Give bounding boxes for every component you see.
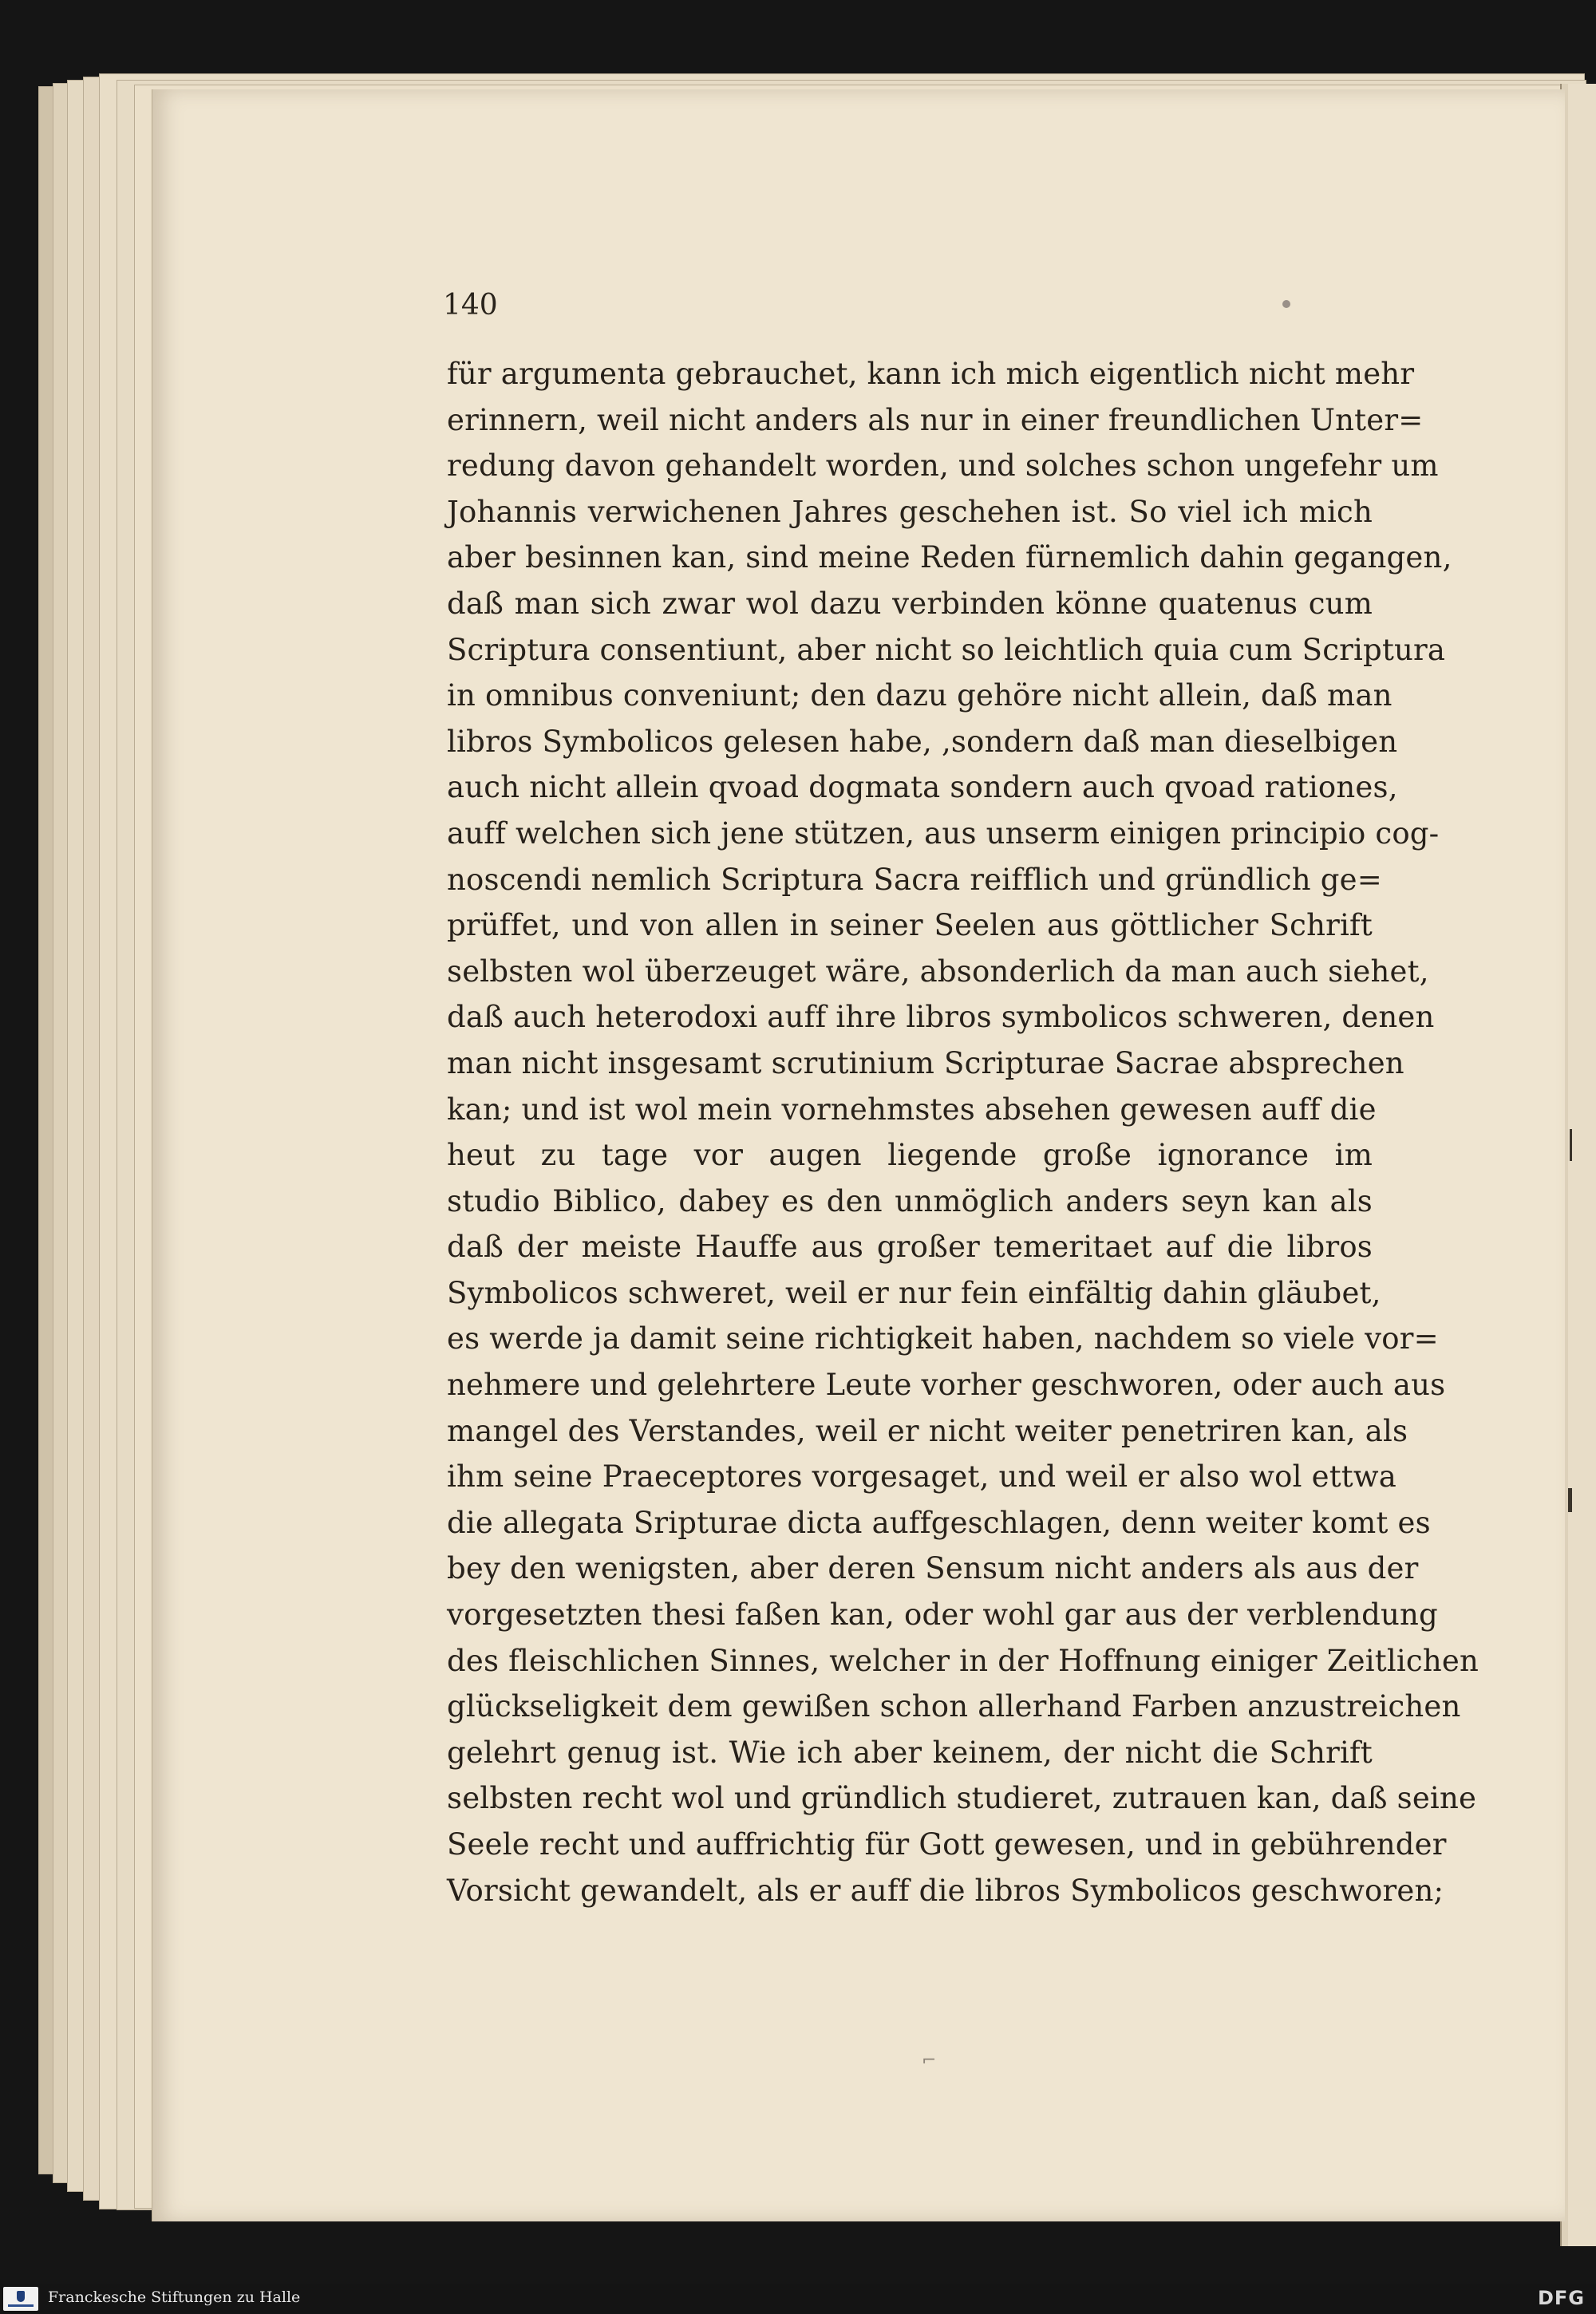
page-number: 140 (443, 289, 498, 322)
printer-mark (1282, 300, 1290, 308)
margin-mark (1570, 1129, 1572, 1161)
text-line: prüffet, und von allen in seiner Seelen aus göttlicher Schrift (447, 908, 1373, 943)
page-blemish: ⌐ (922, 2051, 937, 2071)
text-line: Johannis verwichenen Jahres geschehen ist. So viel ich mich (447, 494, 1373, 529)
institution-name: Franckesche Stiftungen zu Halle (48, 2288, 301, 2306)
dfg-logo: DFG (1537, 2287, 1585, 2309)
text-line: ihm seine Praeceptores vorgesaget, und weil er also wol ettwa (447, 1459, 1396, 1495)
text-line: Symbolicos schweret, weil er nur fein einfältig dahin gläubet, (447, 1275, 1381, 1310)
margin-mark (1568, 1488, 1572, 1512)
text-line: in omnibus conveniunt; den dazu gehöre nicht allein, daß man (447, 678, 1393, 713)
text-line: vorgesetzten thesi faßen kan, oder wohl gar aus der verblendung (447, 1597, 1438, 1633)
text-line: heut zu tage vor augen liegende große ignorance im (447, 1138, 1373, 1173)
text-line: die allegata Sripturae dicta auffgeschlagen, denn weiter komt es (447, 1505, 1431, 1540)
text-line: glückseligkeit dem gewißen schon allerhand Farben anzustreichen (447, 1689, 1461, 1724)
text-line: mangel des Verstandes, weil er nicht weiter penetriren kan, als (447, 1413, 1408, 1448)
text-line: gelehrt genug ist. Wie ich aber keinem, der nicht die Schrift (447, 1735, 1373, 1770)
facing-page-edge (1560, 84, 1596, 2246)
text-line: bey den wenigsten, aber deren Sensum nicht anders als aus der (447, 1551, 1419, 1586)
text-line: studio Biblico, dabey es den unmöglich anders seyn kan als (447, 1183, 1373, 1218)
text-line: Scriptura consentiunt, aber nicht so leichtlich quia cum Scriptura (447, 632, 1446, 667)
viewer-footer (0, 2284, 1596, 2314)
text-line: man nicht insgesamt scrutinium Scripturae Sacrae absprechen (447, 1045, 1404, 1080)
text-line: es werde ja damit seine richtigkeit haben, nachdem so viele vor= (447, 1321, 1439, 1356)
text-line: für argumenta gebrauchet, kann ich mich eigentlich nicht mehr (447, 357, 1415, 391)
text-line: Seele recht und auffrichtig für Gott gewesen, und in gebührender (447, 1827, 1447, 1862)
text-line: aber besinnen kan, sind meine Reden fürnemlich dahin gegangen, (447, 540, 1452, 575)
text-line: selbsten recht wol und gründlich studieret, zutrauen kan, daß seine (447, 1781, 1477, 1816)
text-line: Vorsicht gewandelt, als er auff die libros Symbolicos geschworen; (447, 1873, 1444, 1908)
text-line: auff welchen sich jene stützen, aus unserm einigen principio cog- (447, 815, 1440, 851)
text-line: kan; und ist wol mein vornehmstes absehen gewesen auff die (447, 1092, 1377, 1127)
text-line: daß auch heterodoxi auff ihre libros symbolicos schweren, denen (447, 1000, 1435, 1035)
text-line: erinnern, weil nicht anders als nur in einer freundlichen Unter= (447, 402, 1424, 437)
body-text (447, 351, 1479, 1913)
text-line: auch nicht allein qvoad dogmata sondern auch qvoad rationes, (447, 770, 1398, 805)
text-line: selbsten wol überzeuget wäre, absonderlich da man auch siehet, (447, 954, 1429, 989)
text-line: nehmere und gelehrtere Leute vorher geschworen, oder auch aus (447, 1368, 1446, 1403)
text-line: daß man sich zwar wol dazu verbinden könne quatenus cum (447, 586, 1373, 621)
text-line: redung davon gehandelt worden, und solches schon ungefehr um (447, 448, 1439, 484)
institution-logo-icon (3, 2287, 38, 2311)
text-line: libros Symbolicos gelesen habe, ,sondern daß man dieselbigen (447, 724, 1398, 759)
text-line: noscendi nemlich Scriptura Sacra reifflich und gründlich ge= (447, 862, 1382, 897)
text-line: des fleischlichen Sinnes, welcher in der Hoffnung einiger Zeitlichen (447, 1643, 1479, 1678)
text-line: daß der meiste Hauffe aus großer temeritaet auf die libros (447, 1230, 1373, 1265)
